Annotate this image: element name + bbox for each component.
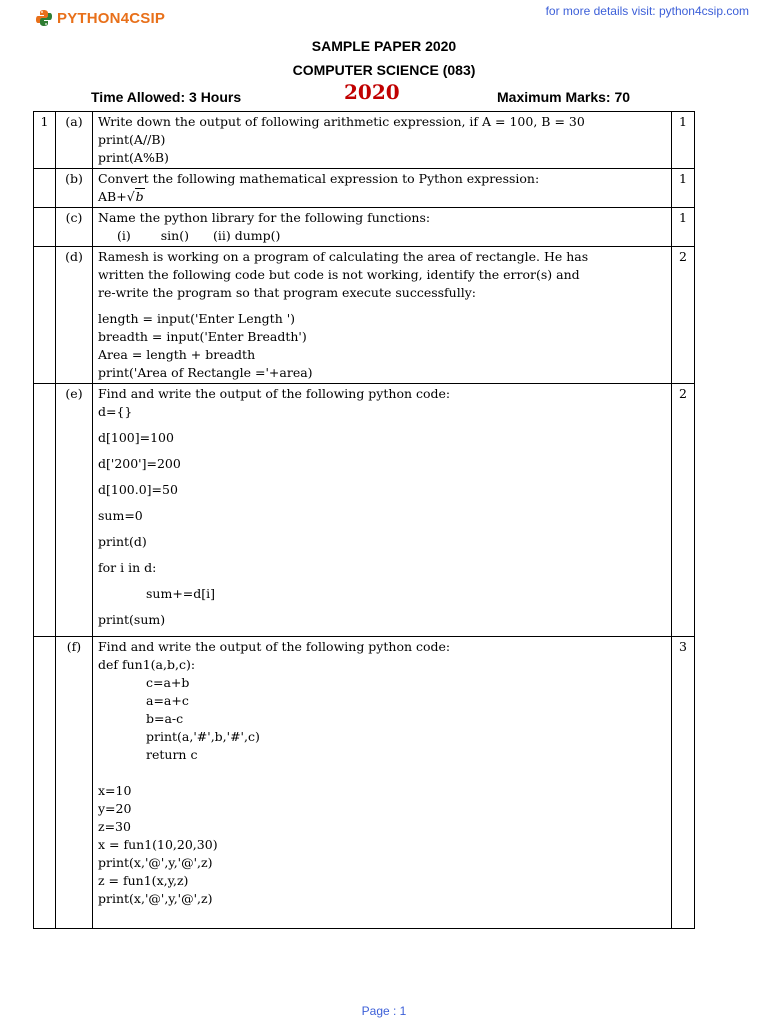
code-line: d['200']=200 [98,456,181,471]
code-line: print(sum) [98,612,166,627]
part-label-a: (a) [56,112,93,169]
expression-radicand: b [135,189,144,204]
marks-e: 2 [672,384,695,637]
part-label-b: (b) [56,169,93,208]
code-line: print(a,'#',b,'#',c) [146,729,260,744]
question-text-f: Find and write the output of the following python code: [98,639,451,654]
question-text-c: Name the python library for the following functions: [98,210,431,225]
page-number: Page : 1 [361,1004,407,1018]
python-logo-icon [35,9,53,27]
question-body-b [93,169,672,208]
option-2: (ii) dump() [212,228,281,243]
code-line: y=20 [98,801,132,816]
part-label-f: (f) [56,637,93,929]
marks-f: 3 [672,637,695,929]
year-label: 2020 [344,80,400,104]
code-line: return c [146,747,198,762]
question-body-a [93,112,672,169]
subject-title: COMPUTER SCIENCE (083) [292,62,476,78]
part-label-e: (e) [56,384,93,637]
function-options [98,227,666,245]
option-label: (i) [117,228,131,243]
question-row-f [34,637,695,929]
code-line: print(x,'@',y,'@',z) [98,891,213,906]
marks-d: 2 [672,247,695,384]
code-line: x=10 [98,783,132,798]
question-number: 1 [34,112,56,169]
code-line: def fun1(a,b,c): [98,657,196,672]
code-line: print(A//B) [98,132,166,147]
question-row-a [34,112,695,169]
question-text-b: Convert the following mathematical expression to Python expression: [98,171,540,186]
question-body-e [93,384,672,637]
question-text-a: Write down the output of following arithmetic expression, if A = 100, B = 30 [98,114,585,129]
part-label-d: (d) [56,247,93,384]
code-line: d[100.0]=50 [98,482,178,497]
code-line: a=a+c [146,693,189,708]
code-line: breadth = input('Enter Breadth') [98,329,307,344]
code-line: print(A%B) [98,150,169,165]
code-line: d={} [98,404,133,419]
option-1: sin() [160,228,189,243]
marks-c: 1 [672,208,695,247]
question-body-f [93,637,672,929]
question-text-line: re-write the program so that program execute successfully: [98,285,476,300]
question-text-line: Ramesh is working on a program of calculating the area of rectangle. He has [98,249,589,264]
paper-title: SAMPLE PAPER 2020 [311,38,457,54]
question-text-e: Find and write the output of the following python code: [98,386,451,401]
code-line: print(d) [98,534,147,549]
code-line: print('Area of Rectangle ='+area) [98,365,313,380]
part-label-c: (c) [56,208,93,247]
logo [35,9,165,27]
code-line: for i in d: [98,560,157,575]
code-line: d[100]=100 [98,430,174,445]
marks-a: 1 [672,112,695,169]
question-text-line: written the following code but code is not working, identify the error(s) and [98,267,580,282]
code-line: c=a+b [146,675,190,690]
maximum-marks: Maximum Marks: 70 [497,89,631,105]
question-row-c [34,208,695,247]
question-body-d [93,247,672,384]
question-row-e [34,384,695,637]
code-line: sum+=d[i] [146,586,216,601]
website-link[interactable]: for more details visit: python4csip.com [545,4,749,18]
code-line: Area = length + breadth [98,347,256,362]
question-table [33,111,695,929]
question-row-b [34,169,695,208]
code-line: length = input('Enter Length ') [98,311,296,326]
sqrt-icon: √ [126,189,135,204]
code-line: z = fun1(x,y,z) [98,873,189,888]
expression-prefix: AB+ [98,189,127,204]
time-allowed: Time Allowed: 3 Hours [91,89,242,105]
code-line: x = fun1(10,20,30) [98,837,218,852]
code-line: b=a-c [146,711,184,726]
code-line: print(x,'@',y,'@',z) [98,855,213,870]
code-line: z=30 [98,819,131,834]
marks-b: 1 [672,169,695,208]
math-expression [98,188,666,206]
code-line: sum=0 [98,508,143,523]
question-body-c [93,208,672,247]
question-row-d [34,247,695,384]
logo-text: PYTHON4CSIP [57,9,166,27]
